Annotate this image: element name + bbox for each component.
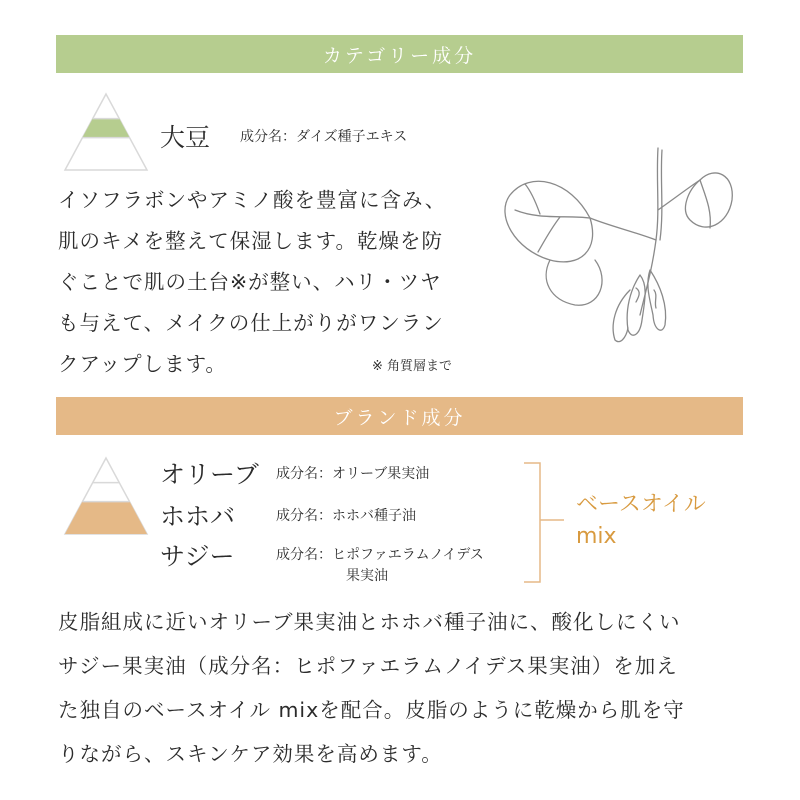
bracket-icon <box>524 462 574 584</box>
description-line: サジー果実油（成分名：ヒポファエラムノイデス果実油）を加え <box>58 654 678 678</box>
pyramid-middle-highlight-icon <box>63 92 149 172</box>
description-line: 肌のキメを整えて保湿します。乾燥を防 <box>58 229 443 253</box>
brand-banner <box>56 397 743 435</box>
ingredient-label-olive: 成分名：オリーブ果実油 <box>276 466 430 482</box>
ingredient-name-olive: オリーブ <box>160 460 259 489</box>
soybean-plant-illustration <box>490 140 740 370</box>
ingredient-name-sea-buckthorn: サジー <box>160 542 235 571</box>
ingredient-label-soybean: 成分名：ダイズ種子エキス <box>240 129 408 145</box>
ingredient-name-jojoba: ホホバ <box>160 502 236 531</box>
base-oil-line1: ベースオイル <box>576 492 706 517</box>
ingredient-label-sea-buckthorn-cont: 果実油 <box>346 568 388 584</box>
category-banner-title: カテゴリー成分 <box>322 44 477 67</box>
description-line: クアップします。 <box>58 352 227 376</box>
category-banner <box>56 35 743 73</box>
brand-banner-title: ブランド成分 <box>333 406 466 429</box>
ingredient-label-jojoba: 成分名：ホホバ種子油 <box>276 508 416 524</box>
ingredient-label-sea-buckthorn: 成分名：ヒポファエラムノイデス <box>276 547 484 563</box>
brand-description <box>58 600 758 776</box>
base-oil-line2: mix <box>576 524 617 549</box>
description-line: た独自のベースオイル mixを配合。皮脂のように乾燥から肌を守 <box>58 698 685 722</box>
description-line: ぐことで肌の土台※が整い、ハリ・ツヤ <box>58 270 442 294</box>
description-line: りながら、スキンケア効果を高めます。 <box>58 742 443 766</box>
base-oil-mix-label <box>576 489 706 553</box>
description-line: イソフラボンやアミノ酸を豊富に含み、 <box>58 188 447 212</box>
pyramid-bottom-highlight-icon <box>63 456 149 536</box>
footnote: ※ 角質層まで <box>372 359 453 374</box>
description-line: 皮脂組成に近いオリーブ果実油とホホバ種子油に、酸化しにくい <box>58 610 681 634</box>
description-line: も与えて、メイクの仕上がりがワンラン <box>58 311 444 335</box>
ingredient-name-soybean: 大豆 <box>160 123 211 152</box>
